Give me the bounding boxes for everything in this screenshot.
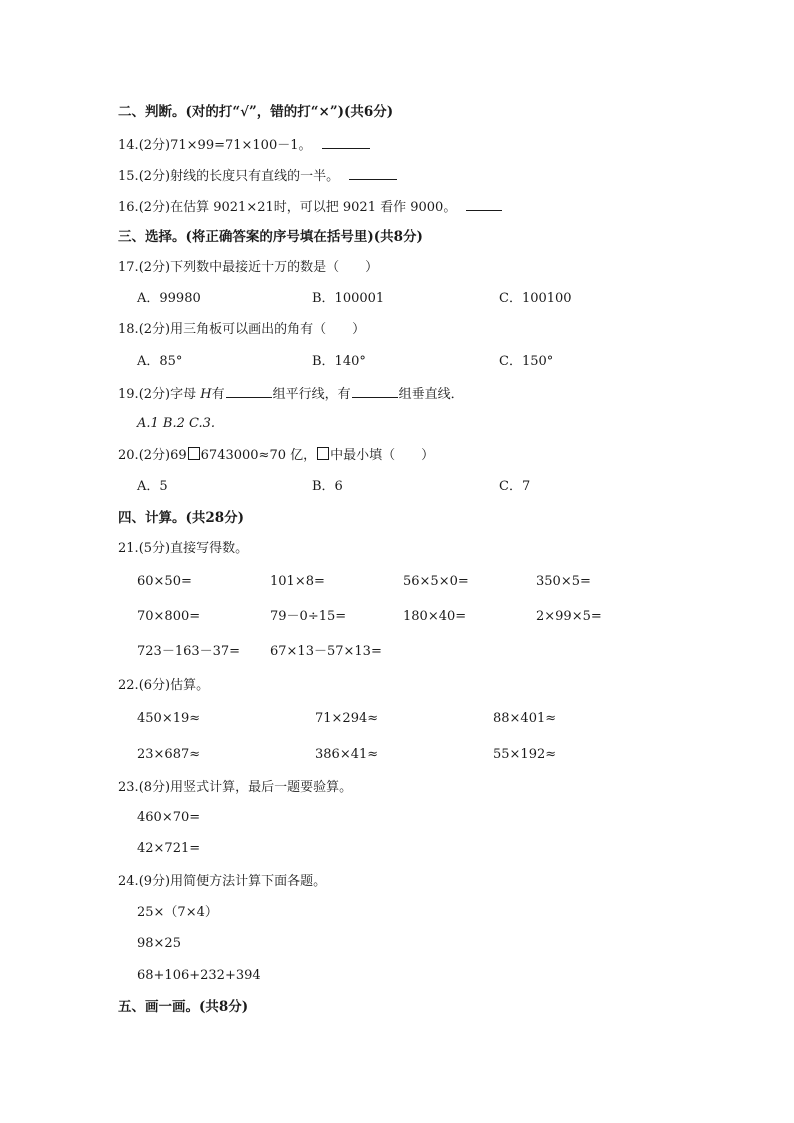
q18-number: 18. bbox=[118, 322, 139, 337]
q16-answer-blank[interactable] bbox=[466, 198, 502, 211]
q23-item: 460×70= bbox=[137, 810, 201, 825]
q15-score: (2分) bbox=[138, 169, 171, 184]
q19-score: (2分) bbox=[138, 387, 171, 402]
q17-text: 下列数中最接近十万的数是（ ） bbox=[170, 260, 379, 275]
q22-score: (6分) bbox=[138, 678, 171, 693]
question-19 bbox=[118, 385, 464, 403]
q20-option-a[interactable]: A．5 bbox=[137, 479, 168, 494]
q20-option-c[interactable]: C．7 bbox=[499, 479, 531, 494]
q21-item: 723－163－37= bbox=[137, 644, 241, 659]
q21-item: 70×800= bbox=[137, 609, 201, 624]
q21-item: 67×13－57×13= bbox=[270, 644, 382, 659]
section-5-title: 五、画一画。(共8分) bbox=[118, 999, 249, 1015]
question-16 bbox=[118, 198, 502, 216]
q18-option-c[interactable]: C．150° bbox=[499, 354, 554, 369]
q21-number: 21. bbox=[118, 541, 139, 556]
section-2-title: 二、判断。(对的打“√”，错的打“×”)(共6分) bbox=[118, 104, 394, 120]
q14-text: 71×99=71×100－1。 bbox=[170, 138, 312, 153]
question-14 bbox=[118, 136, 370, 154]
q24-number: 24. bbox=[118, 874, 139, 889]
q24-item: 98×25 bbox=[137, 936, 181, 951]
q17-number: 17. bbox=[118, 260, 139, 275]
q15-number: 15. bbox=[118, 169, 139, 184]
q19-text-b: 有 bbox=[211, 387, 225, 402]
q21-item: 2×99×5= bbox=[536, 609, 602, 624]
question-18 bbox=[118, 322, 365, 338]
q22-number: 22. bbox=[118, 678, 139, 693]
q20-score: (2分) bbox=[138, 448, 171, 463]
q14-number: 14. bbox=[118, 138, 139, 153]
q21-item: 350×5= bbox=[536, 574, 591, 589]
question-20 bbox=[118, 447, 434, 464]
q22-item: 23×687≈ bbox=[137, 747, 201, 762]
q19-options[interactable]: A.1 B.2 C.3. bbox=[137, 416, 216, 431]
q19-text-d: 组垂直线． bbox=[398, 387, 464, 402]
q20-text-c: 中最小填（ ） bbox=[330, 448, 435, 463]
question-24 bbox=[118, 874, 326, 890]
q17-score: (2分) bbox=[138, 260, 171, 275]
q16-number: 16. bbox=[118, 200, 139, 215]
question-22 bbox=[118, 678, 209, 694]
q19-text-c: 组平行线，有 bbox=[272, 387, 351, 402]
q21-item: 101×8= bbox=[270, 574, 325, 589]
q22-item: 71×294≈ bbox=[315, 711, 379, 726]
q20-empty-box bbox=[188, 447, 200, 460]
q19-blank-parallel[interactable] bbox=[226, 385, 272, 398]
q22-item: 450×19≈ bbox=[137, 711, 201, 726]
q21-item: 180×40= bbox=[403, 609, 467, 624]
question-21 bbox=[118, 541, 248, 557]
question-17 bbox=[118, 260, 378, 276]
q24-score: (9分) bbox=[138, 874, 171, 889]
q24-item: 25×（7×4） bbox=[137, 905, 218, 920]
q21-item: 60×50= bbox=[137, 574, 192, 589]
q23-score: (8分) bbox=[138, 780, 171, 795]
q24-item: 68+106+232+394 bbox=[137, 968, 261, 983]
question-23 bbox=[118, 780, 352, 796]
q16-score: (2分) bbox=[138, 200, 171, 215]
q21-text: 直接写得数。 bbox=[170, 541, 249, 556]
q14-answer-blank[interactable] bbox=[322, 136, 370, 149]
q17-option-a[interactable]: A．99980 bbox=[137, 291, 201, 306]
q21-score: (5分) bbox=[138, 541, 171, 556]
q21-item: 56×5×0= bbox=[403, 574, 469, 589]
q20-option-b[interactable]: B．6 bbox=[312, 479, 343, 494]
q20-text-b: 6743000≈70 亿， bbox=[200, 448, 317, 463]
q18-option-b[interactable]: B．140° bbox=[312, 354, 366, 369]
q16-text: 在估算 9021×21时，可以把 9021 看作 9000。 bbox=[170, 200, 457, 215]
q23-text: 用竖式计算，最后一题要验算。 bbox=[170, 780, 353, 795]
q21-item: 79－0÷15= bbox=[270, 609, 347, 624]
q24-text: 用简便方法计算下面各题。 bbox=[170, 874, 327, 889]
q18-option-a[interactable]: A．85° bbox=[137, 354, 183, 369]
q20-empty-box-2 bbox=[317, 447, 329, 460]
q19-number: 19. bbox=[118, 387, 139, 402]
section-3-title: 三、选择。(将正确答案的序号填在括号里)(共8分) bbox=[118, 229, 423, 245]
section-4-title: 四、计算。(共28分) bbox=[118, 510, 245, 526]
q19-text-a: 字母 bbox=[170, 387, 201, 402]
q17-option-b[interactable]: B．100001 bbox=[312, 291, 385, 306]
q22-item: 88×401≈ bbox=[493, 711, 557, 726]
q22-text: 估算。 bbox=[170, 678, 210, 693]
q20-text-a: 69 bbox=[170, 448, 187, 463]
q22-item: 55×192≈ bbox=[493, 747, 557, 762]
q15-text: 射线的长度只有直线的一半。 bbox=[170, 169, 340, 184]
q18-score: (2分) bbox=[138, 322, 171, 337]
q20-number: 20. bbox=[118, 448, 139, 463]
q19-letter: H bbox=[200, 387, 212, 402]
q17-option-c[interactable]: C．100100 bbox=[499, 291, 572, 306]
q15-answer-blank[interactable] bbox=[349, 167, 397, 180]
q18-text: 用三角板可以画出的角有（ ） bbox=[170, 322, 366, 337]
question-15 bbox=[118, 167, 397, 185]
q22-item: 386×41≈ bbox=[315, 747, 379, 762]
q19-blank-perpendicular[interactable] bbox=[352, 385, 398, 398]
q23-item: 42×721= bbox=[137, 841, 201, 856]
q14-score: (2分) bbox=[138, 138, 171, 153]
q23-number: 23. bbox=[118, 780, 139, 795]
